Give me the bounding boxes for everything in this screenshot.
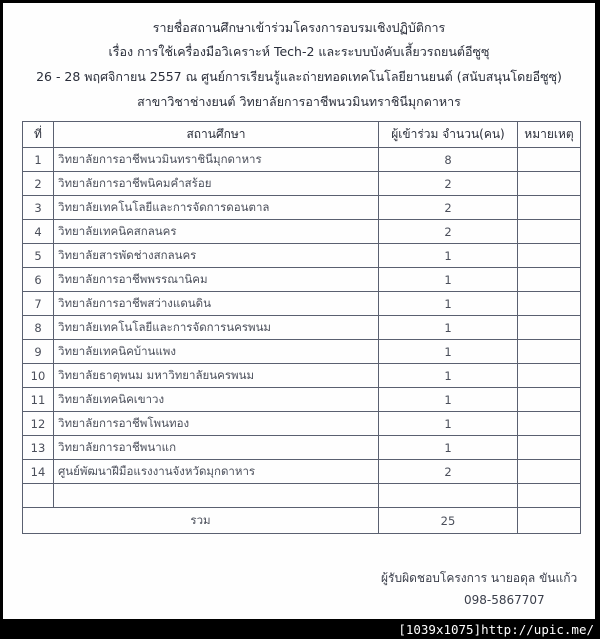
table-row	[23, 196, 581, 220]
row-institution: วิทยาลัยธาตุพนม มหาวิทยาลัยนครพนม	[54, 364, 379, 388]
responsible-person: ผู้รับผิดชอบโครงการ นายอดุล ขันแก้ว	[381, 571, 578, 585]
row-remarks	[518, 244, 581, 268]
row-no: 8	[23, 316, 54, 340]
row-institution: วิทยาลัยสารพัดช่างสกลนคร	[54, 244, 379, 268]
row-participants: 1	[379, 364, 518, 388]
row-institution: วิทยาลัยเทคนิคสกลนคร	[54, 220, 379, 244]
row-remarks	[518, 268, 581, 292]
contact-phone: 098-5867707	[464, 593, 545, 607]
row-participants: 8	[379, 148, 518, 172]
row-remarks	[518, 316, 581, 340]
title-line-4: สาขาวิชาช่างยนต์ วิทยาลัยการอาชีพนวมินทราชินีมุกดาหาร	[137, 94, 461, 109]
header-remarks: หมายเหตุ	[518, 122, 581, 148]
row-no: 1	[23, 148, 54, 172]
title-line-2: เรื่อง การใช้เครื่องมือวิเคราะห์ Tech-2 และระบบบังคับเลี้ยวรถยนต์อีซูซุ	[108, 44, 490, 59]
table-row	[23, 460, 581, 484]
total-row	[23, 508, 581, 534]
row-no: 4	[23, 220, 54, 244]
table-row	[23, 244, 581, 268]
header-participants: ผู้เข้าร่วม จำนวน(คน)	[379, 122, 518, 148]
row-participants: 2	[379, 220, 518, 244]
row-participants	[379, 484, 518, 508]
row-participants: 1	[379, 292, 518, 316]
row-institution: วิทยาลัยเทคโนโลยีและการจัดการดอนตาล	[54, 196, 379, 220]
row-remarks	[518, 148, 581, 172]
participants-table	[22, 121, 581, 534]
row-no: 12	[23, 412, 54, 436]
row-participants: 1	[379, 436, 518, 460]
row-remarks	[518, 220, 581, 244]
row-participants: 2	[379, 172, 518, 196]
title-line-1: รายชื่อสถานศึกษาเข้าร่วมโครงการอบรมเชิงปฏิบัติการ	[152, 20, 446, 35]
row-no: 11	[23, 388, 54, 412]
row-remarks	[518, 436, 581, 460]
row-participants: 1	[379, 412, 518, 436]
row-institution: วิทยาลัยการอาชีพนวมินทราชินีมุกดาหาร	[54, 148, 379, 172]
row-institution: วิทยาลัยการอาชีพนาแก	[54, 436, 379, 460]
row-institution: วิทยาลัยการอาชีพพรรณานิคม	[54, 268, 379, 292]
total-participants: 25	[379, 508, 518, 534]
row-no: 3	[23, 196, 54, 220]
table-row	[23, 436, 581, 460]
row-no: 13	[23, 436, 54, 460]
row-no: 14	[23, 460, 54, 484]
row-no: 2	[23, 172, 54, 196]
table-row	[23, 220, 581, 244]
table-row	[23, 412, 581, 436]
header-no: ที่	[23, 122, 54, 148]
table-row	[23, 268, 581, 292]
row-institution: วิทยาลัยเทคโนโลยีและการจัดการนครพนม	[54, 316, 379, 340]
row-no: 6	[23, 268, 54, 292]
row-remarks	[518, 460, 581, 484]
row-participants: 1	[379, 340, 518, 364]
row-participants: 1	[379, 244, 518, 268]
total-remarks	[518, 508, 581, 534]
row-institution: วิทยาลัยการอาชีพโพนทอง	[54, 412, 379, 436]
row-no: 9	[23, 340, 54, 364]
row-remarks	[518, 340, 581, 364]
table-row	[23, 340, 581, 364]
document-page	[3, 3, 595, 619]
row-institution: ศูนย์พัฒนาฝีมือแรงงานจังหวัดมุกดาหาร	[54, 460, 379, 484]
image-host-watermark: [1039x1075]http://upic.me/	[398, 622, 594, 637]
row-institution: วิทยาลัยการอาชีพนิคมคำสร้อย	[54, 172, 379, 196]
row-institution: วิทยาลัยเทคนิคเขาวง	[54, 388, 379, 412]
row-no: 5	[23, 244, 54, 268]
row-institution: วิทยาลัยการอาชีพสว่างแดนดิน	[54, 292, 379, 316]
title-line-3: 26 - 28 พฤศจิกายน 2557 ณ ศูนย์การเรียนรู้และถ่ายทอดเทคโนโลยียานยนต์ (สนับสนุนโดยอีซูซุ)	[36, 69, 562, 84]
row-remarks	[518, 196, 581, 220]
row-institution: วิทยาลัยเทคนิคบ้านแพง	[54, 340, 379, 364]
row-participants: 1	[379, 268, 518, 292]
table-row	[23, 292, 581, 316]
row-remarks	[518, 292, 581, 316]
header-institution: สถานศึกษา	[54, 122, 379, 148]
row-no: 10	[23, 364, 54, 388]
row-participants: 1	[379, 388, 518, 412]
row-no	[23, 484, 54, 508]
row-remarks	[518, 364, 581, 388]
row-participants: 2	[379, 460, 518, 484]
row-remarks	[518, 388, 581, 412]
table-header-row	[23, 122, 581, 148]
table-row	[23, 388, 581, 412]
table-row	[23, 148, 581, 172]
row-institution	[54, 484, 379, 508]
table-row	[23, 172, 581, 196]
row-participants: 2	[379, 196, 518, 220]
table-row	[23, 316, 581, 340]
total-label: รวม	[23, 508, 379, 534]
row-remarks	[518, 484, 581, 508]
row-remarks	[518, 172, 581, 196]
table-row-empty	[23, 484, 581, 508]
row-no: 7	[23, 292, 54, 316]
row-remarks	[518, 412, 581, 436]
table-row	[23, 364, 581, 388]
row-participants: 1	[379, 316, 518, 340]
